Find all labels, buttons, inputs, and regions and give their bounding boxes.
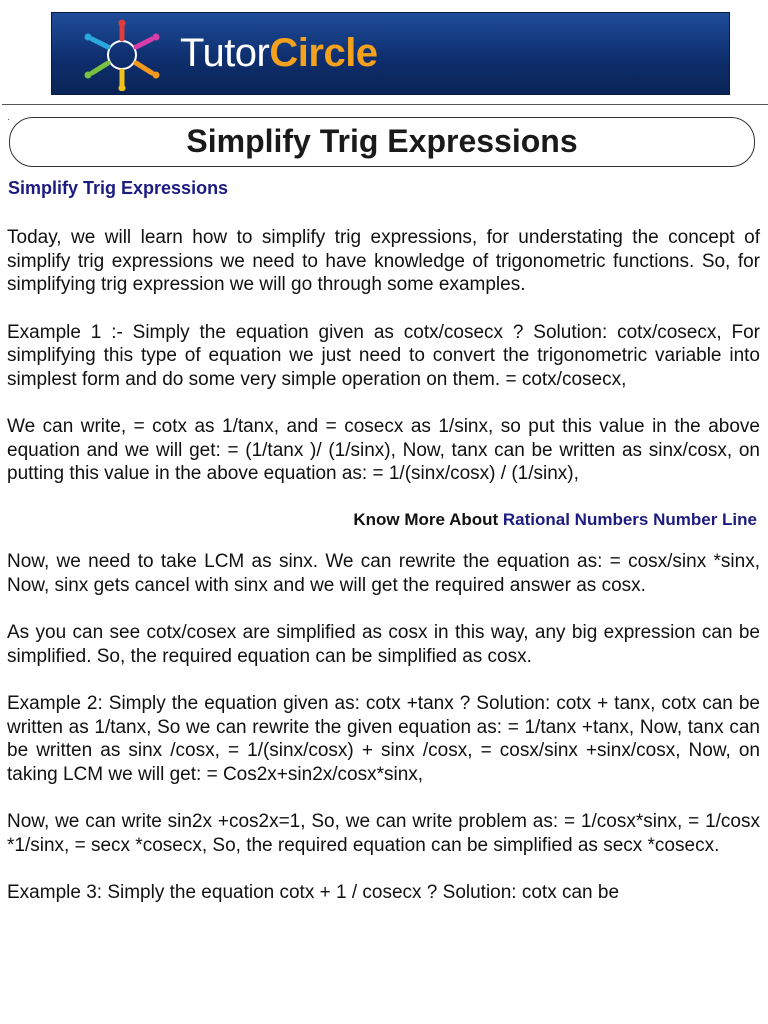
article-body [7, 226, 760, 929]
know-more-link[interactable]: Rational Numbers Number Line [502, 509, 757, 529]
know-more-prefix: Know More About [353, 509, 503, 529]
paragraph: Example 2: Simply the equation given as: cotx +tanx ? Solution: cotx + tanx, cotx can be written as 1/tanx, So we can rewrite the given equation as: = 1/tanx +tanx, Now, tanx can be written as sinx /cosx, = 1/(sinx/cosx) + sinx /cosx, = cosx/sinx +sinx/cosx, Now, on taking LCM we will get: = Cos2x+sin2x/cosx*sinx, [7, 693, 760, 785]
paragraph: Now, we need to take LCM as sinx. We can rewrite the equation as: = cosx/sinx *sinx, Now, sinx gets cancel with sinx and we will get the required answer as cosx. [7, 551, 760, 596]
paragraph: Example 3: Simply the equation cotx + 1 / cosecx ? Solution: cotx can be [7, 882, 620, 903]
paragraph: As you can see cotx/cosex are simplified as cosx in this way, any big expression can be simplified. So, the required equation can be simplified as cosx. [7, 622, 760, 667]
paragraph: Now, we can write sin2x +cos2x=1, So, we can write problem as: = 1/cosx*sinx, = 1/cosx *1/sinx, = secx *cosecx, So, the required equation can be simplified as secx *cosecx. [7, 811, 760, 856]
paragraph: Today, we will learn how to simplify trig expressions, for understating the concept of simplify trig expressions we need to have knowledge of trigonometric functions. So, for simplifying trig expression we will go through some examples. [7, 227, 760, 295]
paragraph: We can write, = cotx as 1/tanx, and = cosecx as 1/sinx, so put this value in the above equation and we will get: = (1/tanx )/ (1/sinx), Now, tanx can be written as sinx/cosx, on putting this value in the above equation as: = 1/(sinx/cosx) / (1/sinx), [7, 416, 760, 484]
divider-mark: · [7, 114, 10, 124]
tutorcircle-logo-icon [76, 19, 168, 91]
header-banner [51, 12, 730, 95]
divider [2, 104, 768, 105]
logo-text-circle: Circle [269, 31, 378, 75]
tutorcircle-logo [180, 30, 378, 76]
know-more-line [7, 508, 757, 532]
paragraph: Example 1 :- Simply the equation given as cotx/cosecx ? Solution: cotx/cosecx, For simplifying this type of equation we just need to convert the trigonometric variable into simplest form and do some very simple operation on them. = cotx/cosecx, [7, 321, 760, 390]
section-heading: Simplify Trig Expressions [8, 178, 229, 198]
logo-text-tutor: Tutor [180, 31, 270, 75]
page-title: Simplify Trig Expressions [9, 117, 755, 167]
